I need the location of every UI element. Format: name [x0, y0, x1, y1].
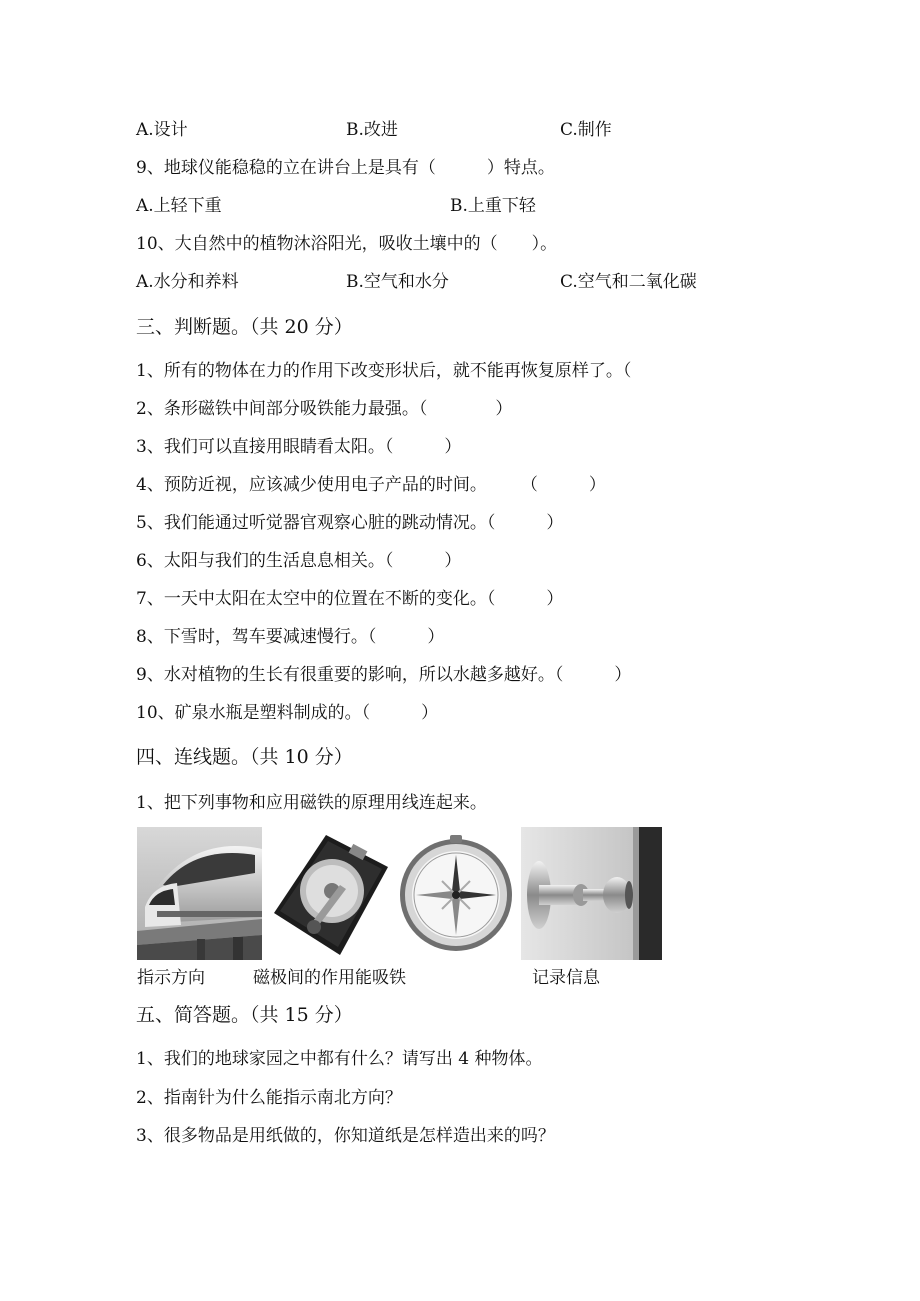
q10-option-b: B.空气和水分 [346, 272, 449, 292]
judge-item: 5、我们能通过听觉器官观察心脏的跳动情况。（ ） [136, 513, 564, 533]
q8-option-a: A.设计 [136, 120, 188, 140]
q10-option-c: C.空气和二氧化碳 [560, 272, 697, 292]
judge-item: 4、预防近视，应该减少使用电子产品的时间。 （ ） [136, 475, 606, 495]
judge-item: 6、太阳与我们的生活息息相关。（ ） [136, 551, 462, 571]
section3-title: 三、判断题。（共 20 分） [136, 316, 353, 338]
judge-item: 7、一天中太阳在太空中的位置在不断的变化。（ ） [136, 589, 564, 609]
q9-question: 9、地球仪能稳稳的立在讲台上是具有（ ）特点。 [136, 158, 555, 178]
door-stopper-image [521, 827, 662, 960]
judge-item: 8、下雪时，驾车要减速慢行。（ ） [136, 627, 445, 647]
caption-record-info: 记录信息 [532, 968, 600, 988]
q8-option-b: B.改进 [346, 120, 398, 140]
judge-item: 1、所有的物体在力的作用下改变形状后，就不能再恢复原样了。（ [136, 361, 632, 381]
compass-image [398, 827, 513, 960]
judge-item: 10、矿泉水瓶是塑料制成的。（ ） [136, 703, 439, 723]
short-answer-item: 3、很多物品是用纸做的，你知道纸是怎样造出来的吗？ [136, 1126, 555, 1146]
q9-option-b: B.上重下轻 [450, 196, 536, 216]
q8-option-c: C.制作 [560, 120, 612, 140]
section5-title: 五、简答题。（共 15 分） [136, 1004, 353, 1026]
hard-disk-image [270, 827, 392, 960]
q10-option-a: A.水分和养料 [136, 272, 239, 292]
short-answer-item: 1、我们的地球家园之中都有什么？请写出 4 种物体。 [136, 1049, 543, 1069]
short-answer-item: 2、指南针为什么能指示南北方向？ [136, 1088, 402, 1108]
section4-title: 四、连线题。（共 10 分） [136, 746, 353, 768]
maglev-train-image [137, 827, 262, 960]
judge-item: 2、条形磁铁中间部分吸铁能力最强。（ ） [136, 399, 513, 419]
matching-instruction: 1、把下列事物和应用磁铁的原理用线连起来。 [136, 793, 487, 813]
judge-item: 3、我们可以直接用眼睛看太阳。（ ） [136, 437, 462, 457]
caption-direction: 指示方向 [137, 968, 205, 988]
q10-question: 10、大自然中的植物沐浴阳光，吸收土壤中的（ ）。 [136, 234, 558, 254]
q9-option-a: A.上轻下重 [136, 196, 222, 216]
caption-attract-iron: 磁极间的作用能吸铁 [253, 968, 406, 988]
judge-item: 9、水对植物的生长有很重要的影响，所以水越多越好。（ ） [136, 665, 632, 685]
